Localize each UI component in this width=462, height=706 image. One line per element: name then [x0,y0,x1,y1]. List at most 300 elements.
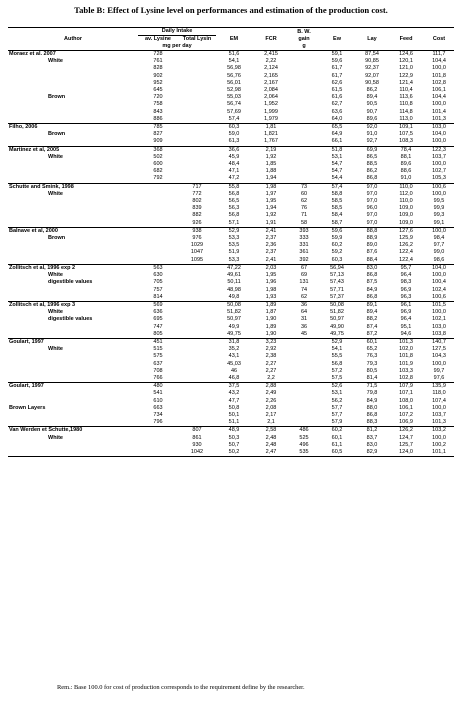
bw-gain-cell: 62 [300,293,308,300]
total-lysin-cell: 1029 [190,242,204,249]
table-row [8,242,454,249]
ew-cell: 50,97 [330,316,344,323]
table-row [8,205,454,212]
em-cell: 50,08 [216,301,252,309]
bw-gain-cell: 58 [300,219,308,226]
ew-cell: 61,7 [331,65,343,72]
feed-cell: 106,1 [399,404,413,411]
av-lysine-cell [138,442,178,449]
author-cell: Schutte and Smink, 1998 [8,183,138,191]
feed-cell: 107,1 [399,390,413,397]
fcr-cell: 2,084 [264,87,278,94]
total-lysin-cell [178,131,216,138]
table-row [8,124,454,132]
author-cell [8,138,138,146]
bw-gain-cell: 333 [299,235,309,242]
table-row [8,309,454,316]
cost-cell: 100,0 [432,272,446,279]
em-cell: 43,1 [228,353,240,360]
lay-cell: 86,8 [366,293,378,300]
lay-cell: 83,0 [356,264,388,272]
author-cell [8,331,138,339]
cost-cell: 104,4 [432,94,446,101]
av-lysine-cell: 480 [138,383,178,391]
cost-cell: 118,0 [432,390,446,397]
bw-gain-cell [290,58,318,65]
fcr-cell: 2,37 [265,249,277,256]
table-row [8,375,454,383]
feed-cell: 125,7 [399,441,413,448]
lay-cell: 89,4 [366,309,378,316]
bw-gain-cell [290,124,318,132]
lay-cell: 60,1 [356,338,388,346]
author-cell: Zollitsch et al, 1996 exp 3 [8,301,138,309]
author-cell: Van Werden et Schutte,1980 [8,427,138,435]
av-lysine-cell [138,220,178,228]
av-lysine-cell: 610 [153,397,163,404]
header-lay: Lay [367,36,377,42]
total-lysin-cell [178,124,216,132]
lysine-table [8,27,454,457]
ew-cell: 53,1 [331,390,343,397]
av-lysine-cell: 541 [153,390,163,397]
lay-cell: 90,5 [366,101,378,108]
author-cell [8,294,138,302]
cost-cell: 100,0 [432,101,446,108]
author-cell: digestible values [48,279,93,286]
em-cell: 35,2 [228,346,240,353]
fcr-cell: 2,1 [267,419,275,426]
table-row [8,301,454,309]
ew-cell: 53,1 [331,153,343,160]
av-lysine-cell: 575 [153,353,163,360]
av-lysine-cell: 682 [153,168,163,175]
total-lysin-cell [178,264,216,272]
av-lysine-cell: 569 [138,301,178,309]
total-lysin-cell [178,361,216,368]
total-lysin-cell [178,101,216,108]
lay-cell: 89,1 [356,301,388,309]
av-lysine-cell: 734 [153,411,163,418]
bw-gain-cell [290,419,318,427]
feed-cell: 103,3 [399,367,413,374]
em-cell: 53,5 [228,242,240,249]
cost-cell: 100,6 [432,293,446,300]
ew-cell: 57,7 [331,404,343,411]
bw-gain-cell: 486 [290,427,318,435]
em-cell: 57,69 [227,108,241,115]
ew-cell: 59,9 [331,235,343,242]
em-cell: 46 [230,367,238,374]
table-row [8,58,454,65]
header-bw-gain-1: B. W. [290,28,318,36]
total-lysin-cell [178,331,216,339]
total-lysin-cell [178,368,216,375]
table-row [8,249,454,256]
fcr-cell: 1,767 [264,138,278,145]
total-lysin-cell: 882 [192,212,202,219]
em-cell: 43,2 [228,390,240,397]
feed-cell: 107,2 [399,411,413,418]
feed-cell: 122,9 [399,72,413,79]
cost-cell: 100,0 [432,404,446,411]
ew-cell: 57,9 [331,419,343,426]
lay-cell: 69,9 [356,146,388,154]
em-cell: 57,1 [228,219,240,226]
em-cell: 47,7 [228,397,240,404]
feed-cell: 109,0 [399,219,413,226]
fcr-cell: 2,08 [265,404,277,411]
fcr-cell: 2,49 [265,390,277,397]
bw-gain-cell [290,353,318,360]
av-lysine-cell [138,191,178,198]
ew-cell: 64,9 [331,131,343,138]
bw-gain-cell: 69 [300,272,308,279]
av-lysine-cell: 828 [153,65,163,72]
fcr-cell: 1,96 [265,279,277,286]
feed-cell: 98,3 [400,279,412,286]
total-lysin-cell [178,412,216,419]
cost-cell: 97,7 [433,242,445,249]
author-cell [8,287,138,294]
total-lysin-cell [178,154,216,161]
table-row [8,279,454,286]
author-cell [8,442,138,449]
lay-cell: 88,3 [366,419,378,426]
total-lysin-cell [178,146,216,154]
fcr-cell: 1,94 [265,175,277,182]
feed-cell: 110,0 [399,198,413,205]
em-cell: 47,2 [228,175,240,182]
feed-cell: 124,7 [399,434,413,441]
table-row [8,73,454,80]
total-lysin-cell: 976 [192,235,202,242]
fcr-cell: 1,90 [265,316,277,323]
table-row [8,427,454,435]
em-cell: 49,61 [227,272,241,279]
em-cell: 56,5 [228,198,240,205]
feed-cell: 113,6 [399,94,413,101]
table-row [8,80,454,87]
lay-cell: 83,0 [366,441,378,448]
author-cell: White [48,153,63,160]
av-lysine-cell: 785 [138,124,178,132]
author-cell [8,73,138,80]
em-cell: 50,3 [228,434,240,441]
table-row [8,191,454,198]
total-lysin-cell [178,58,216,65]
feed-cell: 122,4 [399,256,413,263]
table-row [8,287,454,294]
total-lysin-cell [178,168,216,175]
fcr-cell: 2,88 [252,383,290,391]
table-row [8,316,454,323]
em-cell: 47,22 [216,264,252,272]
lay-cell: 97,0 [366,212,378,219]
feed-cell: 95,1 [400,323,412,330]
bw-gain-cell [290,338,318,346]
em-cell: 50,2 [216,449,252,457]
fcr-cell: 1,90 [265,330,277,337]
bw-gain-cell [290,131,318,138]
ew-cell: 64,0 [331,115,343,122]
av-lysine-cell: 451 [138,338,178,346]
feed-cell: 88,6 [400,168,412,175]
author-cell [8,161,138,168]
feed-cell: 110,0 [388,183,424,191]
ew-cell: 57,5 [331,374,343,381]
author-cell [8,242,138,249]
feed-cell: 101,9 [399,360,413,367]
cost-cell: 100,6 [424,183,454,191]
total-lysin-cell: 802 [192,198,202,205]
table-row [8,168,454,175]
em-cell: 56,74 [227,101,241,108]
ew-cell: 61,6 [331,94,343,101]
av-lysine-cell: 600 [153,161,163,168]
cost-cell: 127,5 [432,346,446,353]
fcr-cell: 2,2 [267,374,275,381]
em-cell: 49,9 [228,323,240,330]
author-cell: digestible values [48,316,93,323]
cost-cell: 111,7 [424,51,454,59]
feed-cell: 89,6 [400,161,412,168]
fcr-cell: 1,92 [265,212,277,219]
lay-cell: 80,5 [366,367,378,374]
cost-cell: 122,3 [424,146,454,154]
table-header [8,28,454,51]
bw-gain-cell: 76 [300,205,308,212]
av-lysine-cell: 843 [153,108,163,115]
fcr-cell: 1,89 [265,323,277,330]
feed-cell: 88,1 [400,153,412,160]
author-cell [8,249,138,256]
table-row [8,419,454,427]
cost-cell: 140,7 [424,338,454,346]
table-row [8,412,454,419]
author-cell: Brown [48,94,66,101]
cost-cell: 104,3 [432,353,446,360]
total-lysin-cell [178,138,216,146]
bw-gain-cell: 496 [299,441,309,448]
av-lysine-cell: 663 [153,404,163,411]
author-cell [8,419,138,427]
lay-cell: 90,7 [366,108,378,115]
bw-gain-cell [290,154,318,161]
cost-cell: 135,9 [424,383,454,391]
cost-cell: 101,8 [432,72,446,79]
bw-gain-cell [290,87,318,94]
lay-cell: 92,37 [365,65,379,72]
cost-cell: 101,1 [424,449,454,457]
ew-cell: 57,71 [330,286,344,293]
bw-gain-cell [290,398,318,405]
cost-cell: 100,0 [432,434,446,441]
total-lysin-cell [178,272,216,279]
av-lysine-cell: 902 [153,72,163,79]
cost-cell: 100,0 [432,161,446,168]
feed-cell: 126,2 [399,242,413,249]
header-author: Author [63,36,83,42]
ew-cell: 59,6 [331,58,343,65]
cost-cell: 103,2 [424,427,454,435]
fcr-cell: 1,999 [264,108,278,115]
total-lysin-cell [178,419,216,427]
lay-cell: 86,2 [366,87,378,94]
ew-cell: 57,4 [318,183,356,191]
lay-cell: 84,9 [366,286,378,293]
cost-cell: 107,4 [432,397,446,404]
author-cell: White [48,346,63,353]
av-lysine-cell: 636 [153,309,163,316]
author-cell [8,109,138,116]
av-lysine-cell: 814 [153,293,163,300]
cost-cell: 100,0 [432,360,446,367]
ew-cell: 54,7 [331,168,343,175]
bw-gain-cell [290,346,318,353]
total-lysin-cell: 1095 [190,256,204,263]
feed-cell: 96,3 [400,293,412,300]
author-cell [8,116,138,124]
em-cell: 52,98 [227,87,241,94]
total-lysin-cell: 1042 [178,449,216,457]
feed-cell: 107,9 [388,383,424,391]
bw-gain-cell [290,161,318,168]
av-lysine-cell: 758 [153,101,163,108]
author-cell [8,398,138,405]
total-lysin-cell [178,324,216,331]
table-row [8,435,454,442]
author-cell: White [48,190,63,197]
lay-cell: 88,0 [366,404,378,411]
fcr-cell: 1,89 [252,301,290,309]
fcr-cell: 1,81 [252,124,290,132]
author-cell [8,101,138,108]
lay-cell: 90,58 [365,79,379,86]
author-cell [8,390,138,397]
bw-gain-cell [290,383,318,391]
table-row [8,116,454,124]
total-lysin-cell [178,65,216,72]
total-lysin-cell: 1047 [190,249,204,256]
total-lysin-cell [178,294,216,302]
total-lysin-cell [178,316,216,323]
em-cell: 49,75 [227,330,241,337]
total-lysin-cell [178,375,216,383]
ew-cell: 62,7 [331,101,343,108]
lay-cell: 81,2 [356,427,388,435]
em-cell: 50,97 [227,316,241,323]
total-lysin-cell: 717 [178,183,216,191]
lay-cell: 87,4 [366,323,378,330]
ew-cell: 57,13 [330,272,344,279]
fcr-cell: 2,19 [252,146,290,154]
lay-cell: 87,6 [366,249,378,256]
av-lysine-cell: 792 [153,175,163,182]
bw-gain-cell [290,412,318,419]
bw-gain-cell [290,116,318,124]
ew-cell: 58,7 [331,219,343,226]
em-cell: 51,82 [227,309,241,316]
ew-cell: 60,2 [318,427,356,435]
lay-cell: 65,2 [366,346,378,353]
em-cell: 37,5 [216,383,252,391]
cost-cell: 104,0 [424,264,454,272]
ew-cell: 61,7 [331,72,343,79]
lay-cell: 86,8 [366,272,378,279]
lay-cell: 88,4 [366,256,378,263]
fcr-cell: 2,415 [252,51,290,59]
cost-cell: 99,7 [433,367,445,374]
lay-cell: 82,9 [356,449,388,457]
fcr-cell: 1,92 [265,153,277,160]
ew-cell: 63,6 [331,108,343,115]
header-bw-gain-3: g [290,43,318,51]
bw-gain-cell: 535 [290,449,318,457]
feed-cell: 110,8 [399,101,413,108]
cost-cell: 101,5 [424,301,454,309]
ew-cell: 57,7 [331,411,343,418]
fcr-cell: 2,36 [265,242,277,249]
feed-cell: 124,0 [388,449,424,457]
ew-cell: 51,8 [318,146,356,154]
cost-cell: 100,0 [432,138,446,145]
ew-cell: 58,8 [331,190,343,197]
em-cell: 50,7 [228,441,240,448]
table-row [8,146,454,154]
cost-cell: 100,0 [432,190,446,197]
bw-gain-cell: 331 [299,242,309,249]
lay-cell: 81,4 [366,374,378,381]
table-row [8,346,454,353]
feed-cell: 102,0 [399,346,413,353]
av-lysine-cell: 563 [138,264,178,272]
ew-cell: 49,75 [330,330,344,337]
author-cell: White [48,309,63,316]
author-cell: Filho, 2006 [8,124,138,132]
table-row [8,154,454,161]
ew-cell: 52,9 [318,338,356,346]
fcr-cell: 2,17 [265,411,277,418]
lay-cell: 87,54 [356,51,388,59]
author-cell: Brown Layers [9,404,46,411]
av-lysine-cell [138,427,178,435]
total-lysin-cell [178,405,216,412]
author-cell [8,168,138,175]
header-unit: mg per day [138,43,216,51]
cost-cell: 101,4 [432,108,446,115]
bw-gain-cell [290,101,318,108]
bw-gain-cell [290,73,318,80]
em-cell: 54,1 [228,58,240,65]
author-cell [8,212,138,219]
author-cell [8,412,138,419]
author-cell: Zollitsch et al, 1996 exp 2 [8,264,138,272]
table-row [8,87,454,94]
fcr-cell: 2,27 [265,360,277,367]
fcr-cell: 3,23 [252,338,290,346]
feed-cell: 107,5 [399,131,413,138]
author-cell [8,198,138,205]
table-row [8,94,454,101]
ew-cell: 57,43 [330,279,344,286]
av-lysine-cell [138,449,178,457]
header-em: EM [229,36,239,42]
em-cell: 36,6 [216,146,252,154]
bw-gain-cell: 71 [300,212,308,219]
total-lysin-cell: 926 [192,219,202,226]
lay-cell: 86,8 [366,411,378,418]
